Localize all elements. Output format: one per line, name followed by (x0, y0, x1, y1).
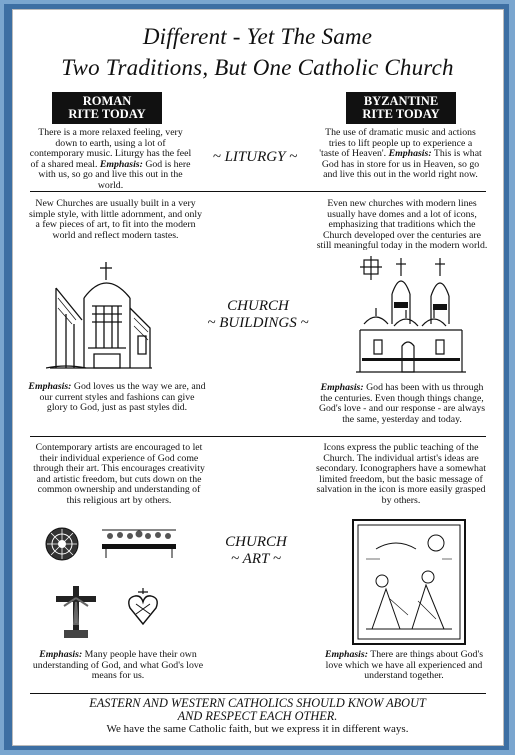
buildings-roman-emphasis-block (28, 382, 206, 414)
heart-art-illustration (126, 588, 160, 628)
title-line-2: Two Traditions, But One Catholic Church (61, 55, 454, 80)
art-byz-emphasis: There are things about God's love which we have all experienced and understand together. (325, 649, 484, 682)
liturgy-roman-emphasis: God is here with us, so go and live this out in the world. (38, 158, 191, 191)
byzantine-header-line2: RITE TODAY (362, 107, 440, 121)
liturgy-label-text: LITURGY (224, 149, 286, 165)
liturgy-roman-body: There is a more relaxed feeling, very down to earth, using a lot of contemporary music. Liturgy has the feel of a shared meal. (29, 127, 192, 170)
art-label-line1: CHURCH (225, 534, 287, 550)
buildings-roman-text: New Churches are usually built in a very simple style, with little adornment, and only a few pieces of art, to fit into the modern world and reflect modern tastes. (28, 198, 203, 241)
crucifix-art-illustration (54, 584, 98, 640)
art-label-line2: ART (242, 551, 270, 567)
byzantine-rite-header (346, 92, 456, 124)
art-roman-text: Contemporary artists are encouraged to let their individual experience of God come through their art. This encourages creativity and artistic freedom, but cuts down on the common ownership and understanding of this religious art by others. (33, 442, 205, 506)
buildings-roman-emphasis: God loves us the way we are, and our current styles and fashions can give glory to God, just as past styles did. (39, 381, 206, 414)
divider-3 (30, 693, 486, 694)
title-line-1: Different - Yet The Same (142, 24, 373, 49)
liturgy-byzantine-text (318, 128, 483, 181)
divider-2 (30, 436, 486, 437)
icon-painting-illustration (352, 519, 466, 645)
liturgy-byz-body: The use of dramatic music and actions tries to lift people up to experience a 'taste of Heaven'. (319, 127, 476, 160)
roman-rite-header (52, 92, 162, 124)
buildings-roman-emphasis-label: Emphasis: (28, 381, 72, 392)
last-supper-art-illustration (100, 526, 178, 560)
buildings-byzantine-text: Even new churches with modern lines usually have domes and a lot of icons, emphasizing that traditions which the Church developed over the centuries are still meaningful today in the modern world. (316, 198, 488, 252)
footer-line2: AND RESPECT EACH OTHER. (177, 709, 338, 723)
art-byz-emphasis-block (320, 650, 488, 682)
buildings-label: CHURCH ~ BUILDINGS ~ (178, 298, 338, 332)
medallion-art-illustration (44, 526, 80, 562)
liturgy-roman-text (28, 128, 193, 192)
modern-church-illustration (46, 258, 158, 378)
byzantine-church-illustration (356, 254, 468, 382)
buildings-label-line1: CHURCH (227, 298, 289, 314)
art-byz-emphasis-label: Emphasis: (324, 649, 368, 660)
liturgy-label: ~ LITURGY ~ (212, 149, 298, 165)
footer-line3: We have the same Catholic faith, but we express it in different ways. (106, 723, 409, 735)
roman-header-line1: ROMAN (82, 94, 132, 108)
art-byzantine-text: Icons express the public teaching of the Church. The individual artist's ideas are secondary. Iconographers have a somewhat limited freedom, but the basic message of salvation in the icon is more easily grasped by others. (316, 442, 486, 506)
buildings-label-line2: BUILDINGS (219, 315, 297, 331)
liturgy-byz-emphasis-label: Emphasis: (388, 148, 432, 160)
art-label: CHURCH ~ ART ~ (182, 534, 330, 568)
buildings-byz-emphasis: God has been with us through the centuries. Even though things change, God's love - and our response - are always the same, yesterday and today. (318, 382, 486, 425)
buildings-byz-emphasis-block (318, 383, 486, 425)
byzantine-header-line1: BYZANTINE (363, 94, 439, 108)
footer-line1: EASTERN AND WESTERN CATHOLICS SHOULD KNOW ABOUT (89, 696, 426, 710)
roman-header-line2: RITE TODAY (68, 107, 146, 121)
art-roman-emphasis: Many people have their own understanding of God, and what God's love means for us. (32, 649, 204, 682)
liturgy-byz-emphasis: This is what God has in store for us in Heaven, so go and live this out in the world right now. (321, 148, 482, 181)
divider-1 (30, 191, 486, 192)
liturgy-roman-emphasis-label: Emphasis: (99, 158, 143, 170)
footer-headline (0, 697, 515, 723)
buildings-byz-emphasis-label: Emphasis: (320, 382, 364, 393)
art-roman-emphasis-block (28, 650, 208, 682)
art-roman-emphasis-label: Emphasis: (39, 649, 83, 660)
